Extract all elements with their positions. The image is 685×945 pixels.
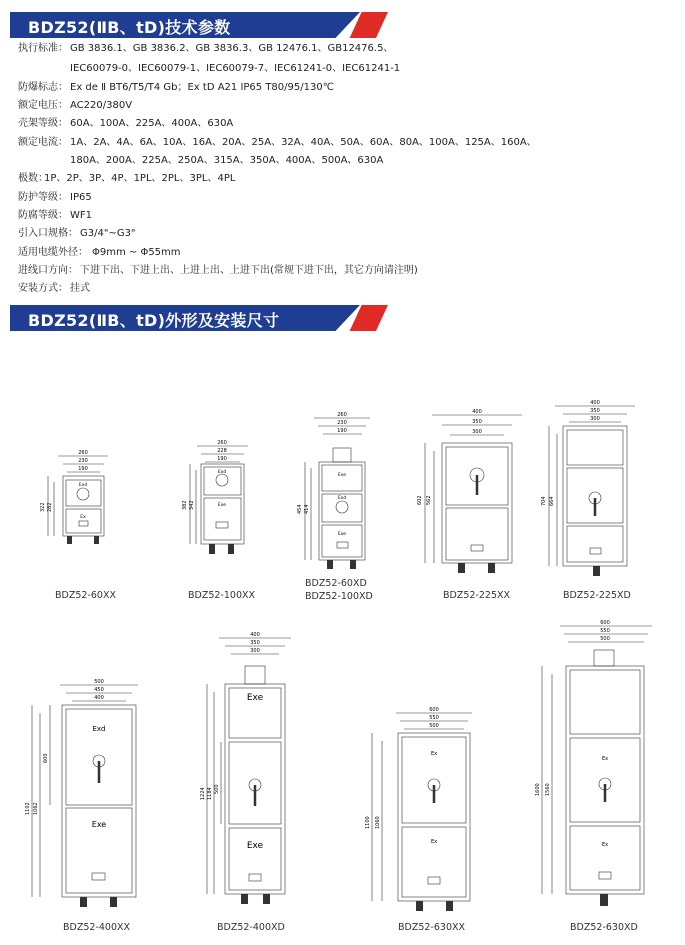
dimension-label: 400 — [590, 400, 600, 406]
dimension-label: 1184 — [207, 787, 213, 800]
section-title-specs: BDZ52(ⅡB、tD)技术参数 — [28, 18, 231, 37]
figure-bdz52-60xd — [290, 410, 390, 575]
figure-bdz52-60xx — [30, 446, 130, 556]
dimension-label: 300 — [250, 648, 260, 654]
figure-bdz52-400xd — [195, 630, 305, 920]
dimension-label: 1062 — [33, 802, 39, 815]
spec-row: 防护等级： IP65 — [18, 192, 92, 203]
enclosure-label: Exd — [337, 496, 347, 501]
enclosure-label: Ex — [430, 839, 438, 845]
figure-caption: BDZ52-225XD — [563, 590, 631, 601]
enclosure-label: Exd — [217, 470, 227, 475]
enclosure-label: Exe — [91, 820, 107, 829]
spec-row: 防腐等级： WF1 — [18, 210, 93, 221]
enclosure-label: Ex — [430, 751, 438, 757]
dimension-label: 300 — [590, 416, 600, 422]
spec-row: 额定电压： AC220/380V — [18, 100, 133, 111]
figure-caption: BDZ52-400XD — [217, 922, 285, 933]
dimension-label: 1102 — [25, 802, 31, 815]
enclosure-label: Exe — [337, 473, 347, 478]
dimension-label: 350 — [472, 419, 482, 425]
spec-row: 适用电缆外径： Φ9mm ~ Φ55mm — [18, 247, 181, 258]
figure-caption: BDZ52-60XD — [305, 578, 367, 589]
enclosure-label: Exe — [337, 532, 347, 537]
dimension-label: 600 — [43, 753, 49, 763]
figure-caption: BDZ52-225XX — [443, 590, 511, 601]
dimension-label: 1560 — [545, 783, 551, 796]
figure-caption: BDZ52-100XX — [188, 590, 256, 601]
dimension-label: 704 — [541, 496, 547, 506]
figure-caption: BDZ52-60XX — [55, 590, 116, 601]
figure-caption: BDZ52-630XX — [398, 922, 466, 933]
dimension-label: 1100 — [365, 816, 371, 829]
dimension-label: 500 — [94, 679, 104, 685]
dimension-label: 400 — [250, 632, 260, 638]
enclosure-label: Ex — [601, 842, 609, 848]
dimension-label: 500 — [429, 723, 439, 729]
dimension-label: 500 — [214, 784, 220, 794]
figure-bdz52-630xd — [530, 620, 665, 920]
dimension-label: 260 — [78, 450, 88, 456]
dimension-label: 300 — [472, 429, 482, 435]
figure-caption: BDZ52-630XD — [570, 922, 638, 933]
spec-row: 壳架等级： 60A、100A、225A、400A、630A — [18, 118, 234, 129]
figure-bdz52-630xx — [360, 705, 490, 920]
dimension-label: 1224 — [200, 787, 206, 800]
dimension-label: 450 — [94, 687, 104, 693]
dimension-label: 282 — [47, 502, 53, 512]
spec-row: 极数： 1P、2P、3P、4P、1PL、2PL、3PL、4PL — [18, 173, 236, 184]
enclosure-label: Exd — [92, 725, 106, 733]
figure-bdz52-225xd — [535, 398, 655, 583]
dimension-label: 350 — [590, 408, 600, 414]
dimension-label: 600 — [600, 620, 610, 626]
dimension-label: 260 — [217, 440, 227, 446]
dimension-label: 414 — [304, 504, 310, 514]
dimension-label: 228 — [217, 448, 227, 454]
enclosure-label: Exe — [246, 841, 264, 851]
dimension-label: 342 — [189, 500, 195, 510]
figure-bdz52-225xx — [410, 405, 530, 580]
dimension-label: 322 — [40, 502, 46, 512]
dimension-label: 1060 — [375, 816, 381, 829]
dimension-label: 230 — [337, 420, 347, 426]
dimension-label: 550 — [429, 715, 439, 721]
section-banner-specs — [10, 12, 388, 38]
dimension-label: 600 — [429, 707, 439, 713]
spec-row: 引入口规格： G3/4"~G3" — [18, 228, 136, 239]
dimension-label: 400 — [472, 409, 482, 415]
spec-row: 额定电流： 1A、2A、4A、6A、10A、16A、20A、25A、32A、40A、50A、60A、80A、100A、125A、160A、 — [18, 137, 537, 148]
figure-caption: BDZ52-400XX — [63, 922, 131, 933]
section-title-dimensions: BDZ52(ⅡB、tD)外形及安装尺寸 — [28, 311, 280, 330]
enclosure-label: Ex — [601, 756, 609, 762]
dimension-label: 190 — [78, 466, 88, 472]
dimension-label: 260 — [337, 412, 347, 418]
dimension-label: 454 — [297, 504, 303, 514]
spec-row: 防爆标志： Ex de Ⅱ BT6/T5/T4 Gb；Ex tD A21 IP65 T80/95/130℃ — [18, 82, 334, 93]
dimension-label: 350 — [250, 640, 260, 646]
dimension-label: 550 — [600, 628, 610, 634]
dimension-label: 500 — [600, 636, 610, 642]
dimension-label: 1600 — [535, 783, 541, 796]
dimension-label: 230 — [78, 458, 88, 464]
section-banner-dimensions — [10, 305, 388, 331]
enclosure-label: Exe — [217, 503, 227, 508]
enclosure-label: Exd — [78, 483, 88, 488]
dimension-label: 382 — [182, 500, 188, 510]
enclosure-label: Ex — [80, 515, 86, 520]
figure-bdz52-100xx — [170, 438, 270, 568]
spec-row: 执行标准： GB 3836.1、GB 3836.2、GB 3836.3、GB 12476.1、GB12476.5、 — [18, 43, 394, 54]
dimension-label: 602 — [417, 495, 423, 505]
figure-bdz52-400xx — [20, 675, 150, 920]
spec-row: 安装方式： 挂式 — [18, 283, 90, 294]
dimension-label: 190 — [217, 456, 227, 462]
dimension-label: 190 — [337, 428, 347, 434]
dimension-label: 562 — [426, 495, 432, 505]
dimension-label: 664 — [549, 496, 555, 506]
enclosure-label: Exe — [246, 693, 264, 703]
dimension-label: 400 — [94, 695, 104, 701]
spec-row: 进线口方向： 下进下出、下进上出、上进上出、上进下出(常规下进下出，其它方向请注明) — [18, 265, 418, 276]
figure-caption-secondary: BDZ52-100XD — [305, 591, 373, 602]
